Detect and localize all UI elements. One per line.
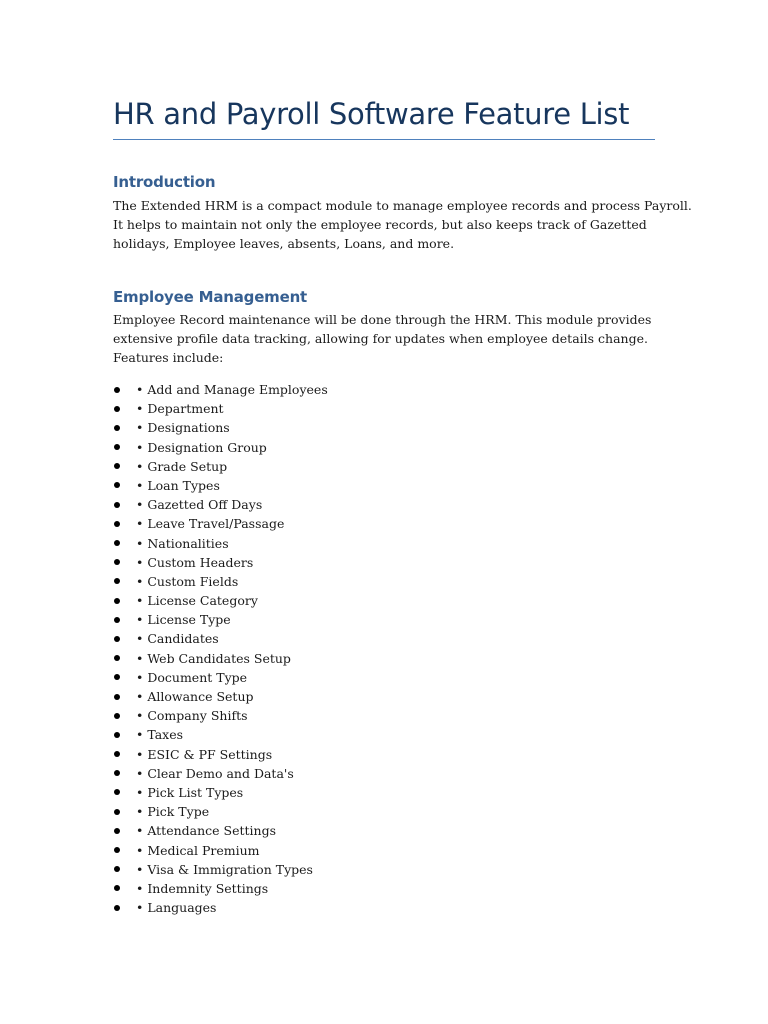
feature-label: • Designation Group: [136, 439, 267, 455]
bullet-icon: [114, 636, 120, 642]
feature-label: • Web Candidates Setup: [136, 650, 291, 666]
feature-label: • Department: [136, 401, 224, 417]
feature-label: • Company Shifts: [136, 708, 248, 724]
bullet-icon: [114, 809, 120, 815]
bullet-icon: [114, 866, 120, 872]
bullet-icon: [114, 694, 120, 700]
title-underline: [113, 139, 655, 140]
feature-label: • Nationalities: [136, 535, 229, 551]
feature-label: • Add and Manage Employees: [136, 382, 328, 397]
bullet-icon: [114, 502, 120, 508]
bullet-icon: [114, 847, 120, 853]
bullet-icon: [114, 578, 120, 584]
feature-label: • Languages: [136, 900, 217, 916]
bullet-icon: [114, 713, 120, 719]
bullet-icon: [114, 732, 120, 738]
feature-label: • Pick Type: [136, 804, 210, 820]
bullet-icon: [114, 425, 120, 431]
introduction-paragraph: [113, 196, 692, 253]
bullet-icon: [114, 406, 120, 412]
employee-management-paragraph: [113, 310, 658, 367]
bullet-icon: [114, 655, 120, 661]
introduction-line: holidays, Employee leaves, absents, Loans, and more.: [113, 236, 455, 251]
bullet-icon: [114, 617, 120, 623]
employee-management-line: extensive profile data tracking, allowing for updates when employee details change.: [113, 331, 648, 346]
bullet-icon: [114, 751, 120, 757]
introduction-line: The Extended HRM is a compact module to manage employee records and process Payroll.: [113, 198, 692, 213]
feature-label: • Grade Setup: [136, 458, 228, 474]
feature-label: • Candidates: [136, 631, 219, 647]
bullet-icon: [114, 828, 120, 834]
introduction-line: It helps to maintain not only the employee records, but also keeps track of Gazetted: [113, 217, 647, 232]
feature-label: • Document Type: [136, 669, 248, 685]
feature-label: • Custom Fields: [136, 573, 239, 589]
feature-label: • Custom Headers: [136, 554, 254, 570]
employee-management-line: Features include:: [113, 350, 224, 365]
introduction-heading: Introduction: [113, 173, 216, 191]
feature-label: • Indemnity Settings: [136, 880, 269, 896]
employee-management-heading: Employee Management: [113, 288, 308, 306]
feature-label: • Allowance Setup: [136, 689, 254, 704]
feature-label: • Leave Travel/Passage: [136, 516, 285, 532]
bullet-icon: [114, 521, 120, 527]
feature-label: • Pick List Types: [136, 784, 244, 800]
bullet-icon: [114, 885, 120, 891]
feature-label: • Taxes: [136, 727, 184, 743]
bullet-icon: [114, 598, 120, 604]
bullet-icon: [114, 463, 120, 469]
bullet-icon: [114, 905, 120, 911]
feature-label: • Medical Premium: [136, 842, 260, 858]
feature-label: • Attendance Settings: [136, 823, 276, 839]
bullet-icon: [114, 387, 120, 393]
feature-label: • Clear Demo and Data's: [136, 765, 294, 781]
bullet-icon: [114, 444, 120, 450]
bullet-icon: [114, 482, 120, 488]
bullet-icon: [114, 674, 120, 680]
feature-label: • License Category: [136, 593, 258, 609]
bullet-icon: [114, 789, 120, 795]
feature-label: • Loan Types: [136, 477, 220, 493]
feature-label: • ESIC & PF Settings: [136, 746, 273, 762]
employee-management-line: Employee Record maintenance will be done through the HRM. This module provides: [113, 312, 652, 327]
feature-label: • Visa & Immigration Types: [136, 861, 313, 877]
bullet-icon: [114, 559, 120, 565]
feature-label: • Designations: [136, 420, 230, 436]
bullet-icon: [114, 540, 120, 546]
bullet-icon: [114, 770, 120, 776]
feature-label: • Gazetted Off Days: [136, 497, 263, 513]
feature-label: • License Type: [136, 612, 231, 628]
document-title: HR and Payroll Software Feature List: [113, 97, 630, 131]
